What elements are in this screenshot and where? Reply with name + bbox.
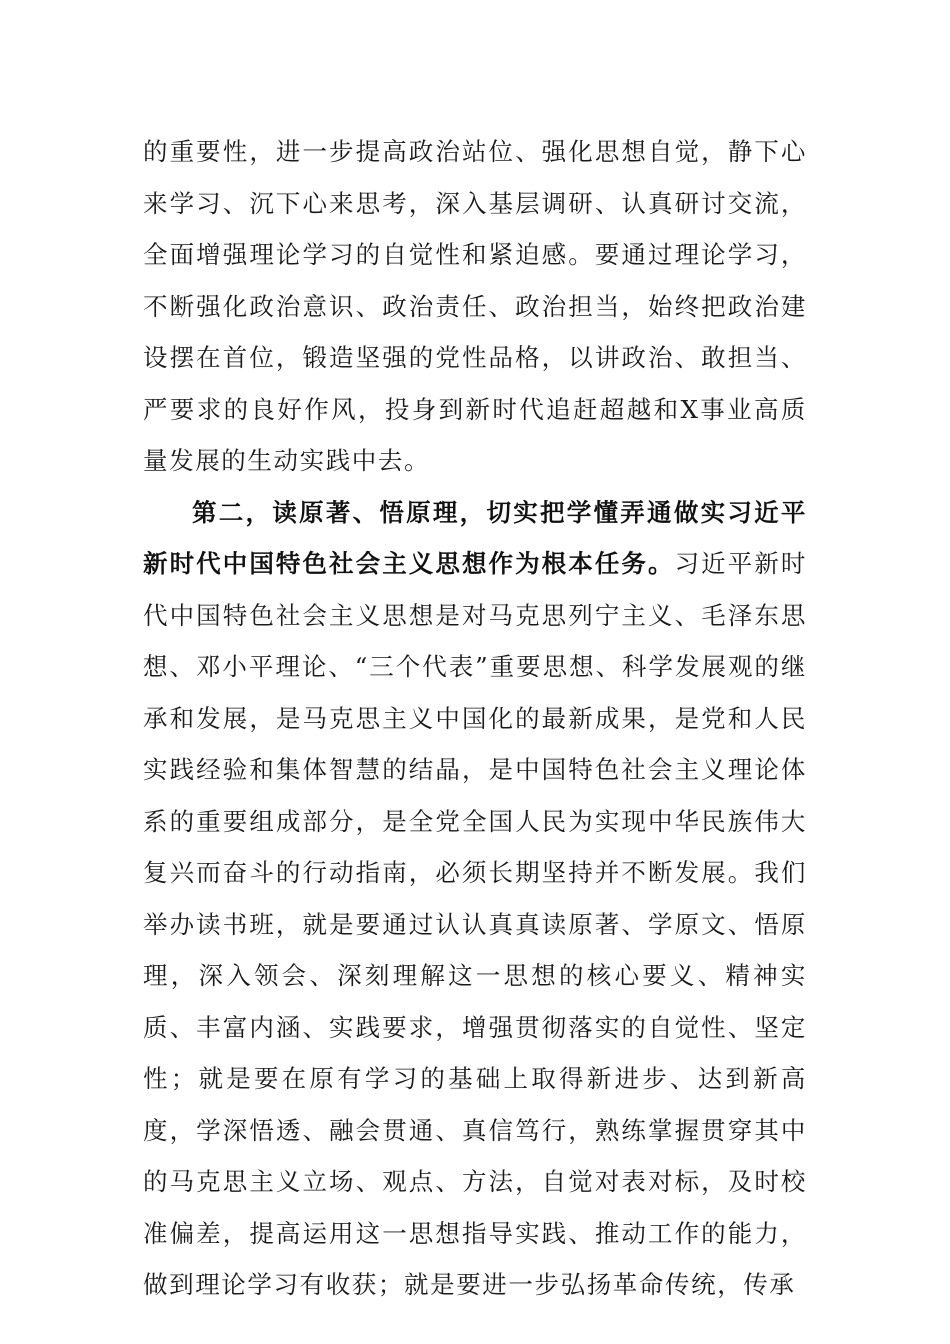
paragraph-2-body-text: 习近平新时代中国特色社会主义思想是对马克思列宁主义、毛泽东思想、邓小平理论、“三个代表”重要思想、科学发展观的继承和发展，是马克思主义中国化的最新成果，是党和人民实践经验和集体智慧的结晶，是中国特色社会主义理论体系的重要组成部分，是全党全国人民为实现中华民族伟大复兴而奋斗的行动指南，必须长期坚持并不断发展。我们举办读书班，就是要通过认认真真读原著、学原文、悟原理，深入领会、深刻理解这一思想的核心要义、精神实质、丰富内涵、实践要求，增强贯彻落实的自觉性、坚定性；就是要在原有学习的基础上取得新进步、达到新高度，学深悟透、融会贯通、真信笃行，熟练掌握贯穿其中的马克思主义立场、观点、方法，自觉对表对标，及时校准偏差，提高运用这一思想指导实践、推动工作的能力，做到理论学习有收获；就是要进一步弘扬革命传统，传承: [143, 549, 808, 1299]
paragraph-continued: [143, 126, 807, 487]
document-body: [143, 126, 807, 1311]
paragraph-2-lead-heading: 第二，读原著、悟原理，切实把学懂弄通做实习近平新时代中国特色社会主义思想作为根本任务。: [143, 497, 807, 578]
paragraph-1-text: 的重要性，进一步提高政治站位、强化思想自觉，静下心来学习、沉下心来思考，深入基层调研、认真研讨交流，全面增强理论学习的自觉性和紧迫感。要通过理论学习，不断强化政治意识、政治责任、政治担当，始终把政治建设摆在首位，锻造坚强的党性品格，以讲政治、敢担当、严要求的良好作风，投身到新时代追赶超越和X事业高质量发展的生动实践中去。: [143, 137, 807, 475]
paragraph-second-point: [143, 487, 807, 1311]
